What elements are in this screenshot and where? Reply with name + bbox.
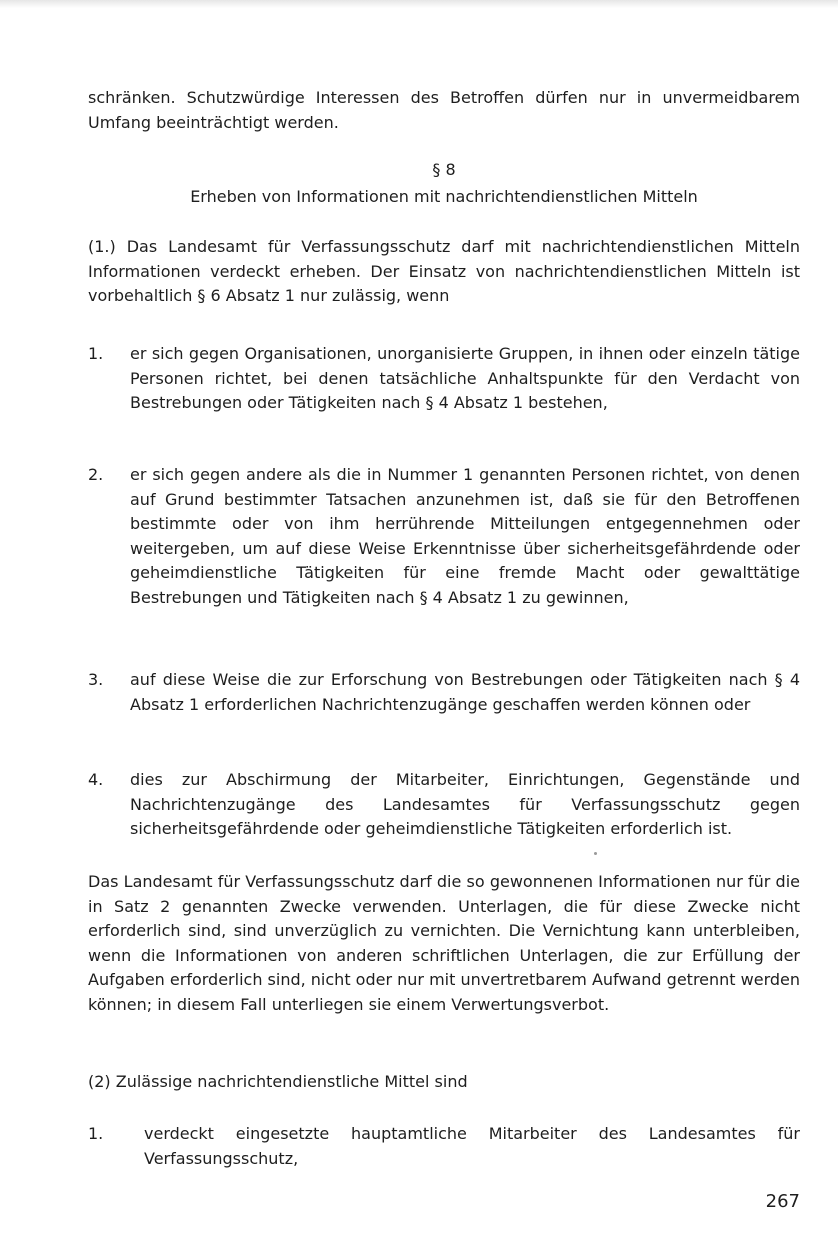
list-item-text: dies zur Abschirmung der Mitarbeiter, Einrichtungen, Gegenstände und Nachrichtenzugänge des Landesamtes für Verfassungsschutz gegen sicherheitsgefährdende oder geheimdienstliche Tätigkeiten erforderlich ist.	[130, 770, 800, 838]
list-item-text: er sich gegen Organisationen, unorganisierte Gruppen, in ihnen oder einzeln tätige Personen richtet, bei denen tatsächliche Anhaltspunkte für den Verdacht von Bestrebungen oder Tätigkeiten nach § 4 Absatz 1 bestehen,	[130, 344, 800, 412]
list-item-text: auf diese Weise die zur Erforschung von Bestrebungen oder Tätigkeiten nach § 4 Absatz 1 erforderlichen Nachrichtenzugänge geschaffen werden können oder	[130, 670, 800, 714]
list-item	[88, 668, 800, 717]
section-number: § 8	[432, 160, 456, 179]
list-item	[88, 463, 800, 610]
list-item-number: 3.	[88, 670, 104, 689]
list-item	[88, 1122, 800, 1171]
scan-edge	[0, 0, 838, 8]
list-item-number: 2.	[88, 465, 104, 484]
page-number: 267	[765, 1191, 800, 1212]
section-title: Erheben von Informationen mit nachrichtendienstlichen Mitteln	[190, 187, 698, 206]
list-item-number: 1.	[88, 1124, 104, 1143]
list-item-text: verdeckt eingesetzte hauptamtliche Mitarbeiter des Landesamtes für Verfassungsschutz,	[144, 1124, 800, 1168]
list-item	[88, 342, 800, 416]
list-item-text: er sich gegen andere als die in Nummer 1 genannten Personen richtet, von denen auf Grund bestimmter Tatsachen anzunehmen ist, daß sie für den Betroffenen bestimmte oder von ihm herrührende Mitteilungen entgegennehmen oder weitergeben, um auf diese Weise Erkenntnisse über sicherheitsgefährdende oder geheimdienstliche Tätigkeiten für eine fremde Macht oder gewalttätige Bestrebungen und Tätigkeiten nach § 4 Absatz 1 zu gewinnen,	[130, 465, 800, 607]
list-item-number: 4.	[88, 770, 104, 789]
scan-speck	[594, 852, 597, 855]
intro-paragraph: schränken. Schutzwürdige Interessen des Betroffen dürfen nur in unvermeidbarem Umfang beeinträchtigt werden.	[88, 88, 800, 132]
list-item-number: 1.	[88, 344, 104, 363]
paragraph-1-closing: Das Landesamt für Verfassungsschutz darf die so gewonnenen Informationen nur für die in Satz 2 genannten Zwecke verwenden. Unterlagen, die für diese Zwecke nicht erforderlich sind, sind unverzüglich zu vernichten. Die Vernichtung kann unterbleiben, wenn die Informationen von anderen schriftlichen Unterlagen, die zur Erfüllung der Aufgaben erforderlich sind, nicht oder nur mit unvertretbarem Aufwand getrennt werden können; in diesem Fall unterliegen sie einem Verwertungsverbot.	[88, 872, 801, 1014]
paragraph-2-intro: (2) Zulässige nachrichtendienstliche Mittel sind	[88, 1072, 468, 1091]
paragraph-1-intro: (1.) Das Landesamt für Verfassungsschutz darf mit nachrichtendienstlichen Mitteln Informationen verdeckt erheben. Der Einsatz von nachrichtendienstlichen Mitteln ist vorbehaltlich § 6 Absatz 1 nur zulässig, wenn	[88, 237, 800, 305]
list-item	[88, 768, 800, 842]
